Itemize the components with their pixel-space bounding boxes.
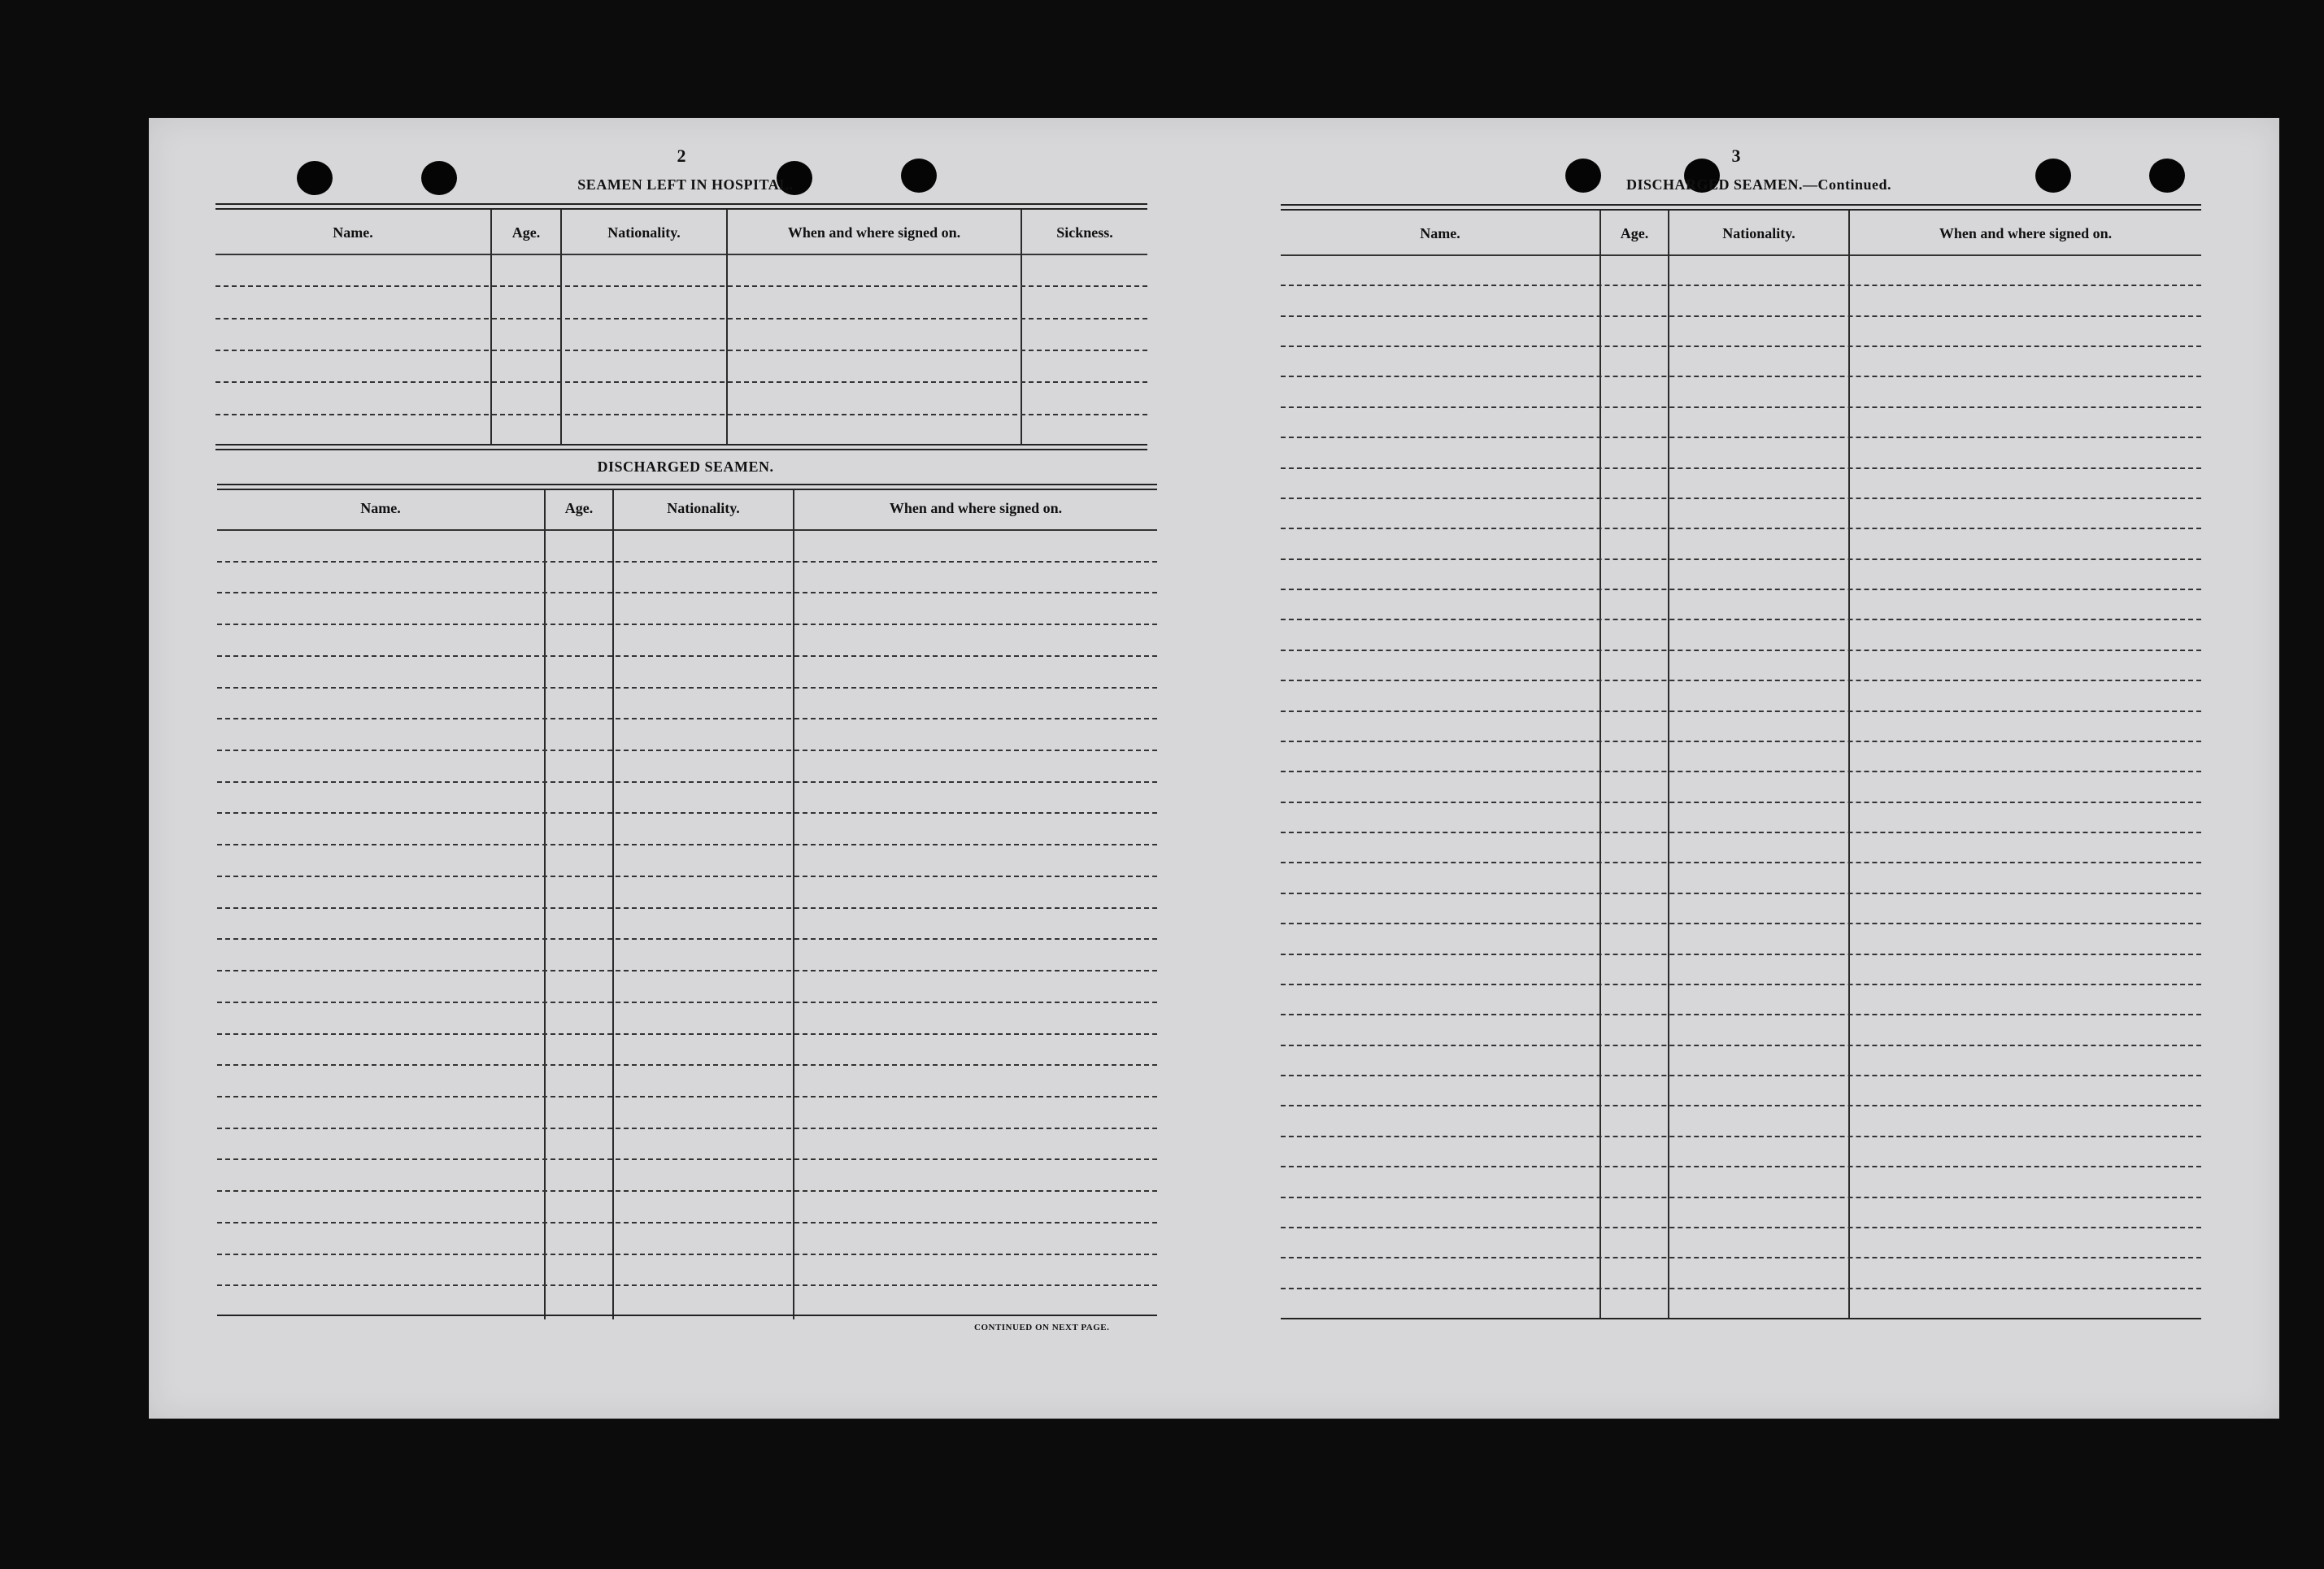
table-row-line [1281, 1105, 2201, 1106]
hospital-rows [215, 254, 1147, 445]
punch-hole [421, 161, 457, 195]
table-row-line [217, 970, 1157, 971]
table-row-line [1281, 862, 2201, 863]
col-head-sickness: Sickness. [1056, 224, 1113, 241]
table-row-line [1281, 1197, 2201, 1198]
table-row-line [217, 592, 1157, 593]
table-row-line [1281, 802, 2201, 803]
table-row-line [217, 1128, 1157, 1129]
table-row-line [217, 812, 1157, 814]
table-row-line [1281, 558, 2201, 560]
table-row-line [1281, 498, 2201, 499]
table-row-line [1281, 376, 2201, 377]
discharged-table [217, 484, 1157, 1321]
table-row-line [215, 350, 1147, 351]
punch-hole [297, 161, 333, 195]
discharged-rows [217, 529, 1157, 1316]
punch-hole [901, 159, 937, 193]
table-row-line [1281, 741, 2201, 742]
table-row-line [1281, 1166, 2201, 1167]
table-row-line [217, 750, 1157, 751]
table-row-line [217, 907, 1157, 909]
table-row-line [1281, 680, 2201, 681]
table-row-line [217, 781, 1157, 783]
table-row-line [1281, 1075, 2201, 1076]
table-row-line [1281, 1045, 2201, 1046]
table-row-line [217, 1033, 1157, 1035]
col-head-age: Age. [1620, 225, 1649, 241]
col-head-name: Name. [1420, 225, 1460, 241]
table-row-line [217, 561, 1157, 563]
col-head-when-where: When and where signed on. [787, 224, 961, 241]
hospital-section-title: SEAMEN LEFT IN HOSPITAL. [577, 176, 794, 193]
col-head-when-where: When and where signed on. [889, 500, 1063, 516]
table-row-line [217, 624, 1157, 625]
table-row-line [217, 1222, 1157, 1223]
table-row-line [217, 844, 1157, 845]
table-row-line [1281, 711, 2201, 712]
col-head-nationality: Nationality. [1722, 225, 1795, 241]
table-row-line [1281, 315, 2201, 317]
continued-note: CONTINUED ON NEXT PAGE. [974, 1323, 1110, 1332]
table-row-line [1281, 1014, 2201, 1015]
table-row-line [1281, 437, 2201, 438]
col-head-age: Age. [564, 500, 594, 516]
col-head-nationality: Nationality. [607, 224, 681, 241]
table-row-line [1281, 1288, 2201, 1289]
table-row-line [217, 876, 1157, 877]
table-row-line [1281, 467, 2201, 469]
table-row-line [217, 938, 1157, 940]
table-row-line [217, 1002, 1157, 1003]
table-row-line [215, 318, 1147, 319]
table-row-line [217, 655, 1157, 657]
discharged-continued-table [1281, 204, 2201, 1319]
table-row-line [1281, 619, 2201, 620]
table-row-line [217, 687, 1157, 689]
table-row-line [1281, 771, 2201, 772]
table-row-line [1281, 528, 2201, 529]
discharged-continued-rows [1281, 254, 2201, 1318]
table-row-line [1281, 954, 2201, 955]
table-row-line [217, 1284, 1157, 1286]
table-row-line [1281, 923, 2201, 924]
table-row-line [1281, 406, 2201, 408]
punch-hole [2149, 159, 2185, 193]
table-row-line [1281, 1136, 2201, 1137]
table-row-line [1281, 984, 2201, 985]
table-row-line [1281, 589, 2201, 590]
table-row-line [1281, 1227, 2201, 1228]
table-row-line [1281, 832, 2201, 833]
table-row-line [217, 1064, 1157, 1066]
table-row-line [217, 1254, 1157, 1255]
page-number-left: 2 [677, 146, 686, 166]
table-row-line [1281, 893, 2201, 894]
col-head-name: Name. [360, 500, 401, 516]
table-row-line [1281, 285, 2201, 286]
table-row-line [215, 381, 1147, 383]
col-head-when-where: When and where signed on. [1939, 225, 2113, 241]
discharged-continued-title: DISCHARGED SEAMEN.—Continued. [1625, 176, 1892, 193]
table-row-line [217, 1158, 1157, 1160]
col-head-age: Age. [511, 224, 541, 241]
document-spread [149, 118, 2279, 1419]
table-row-line [1281, 346, 2201, 347]
table-row-line [1281, 1257, 2201, 1258]
col-head-nationality: Nationality. [667, 500, 740, 516]
table-row-line [217, 718, 1157, 719]
table-row-line [1281, 650, 2201, 651]
table-row-line [215, 414, 1147, 415]
page-number-right: 3 [1731, 146, 1741, 166]
col-head-name: Name. [333, 224, 373, 241]
discharged-section-title: DISCHARGED SEAMEN. [597, 459, 774, 475]
table-row-line [215, 285, 1147, 287]
table-row-line [217, 1190, 1157, 1192]
punch-hole [2035, 159, 2071, 193]
table-row-line [217, 1096, 1157, 1097]
